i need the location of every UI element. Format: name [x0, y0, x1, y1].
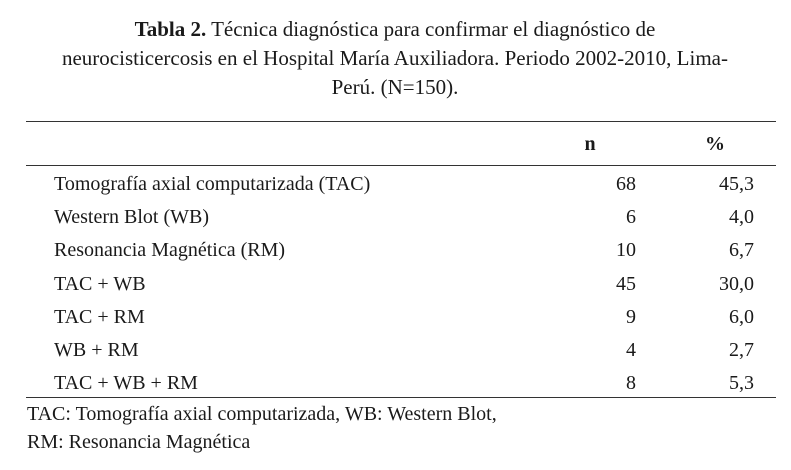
row-n: 4 — [626, 338, 636, 361]
column-header-percent: % — [705, 133, 725, 155]
row-percent: 45,3 — [719, 173, 754, 195]
caption-label: Tabla 2. — [134, 17, 207, 41]
row-n: 68 — [616, 173, 636, 195]
row-label: TAC + RM — [54, 305, 145, 328]
table-row — [0, 201, 791, 234]
row-n: 9 — [626, 305, 636, 328]
table-header-rule — [26, 165, 776, 166]
caption-line-2: neurocisticercosis en el Hospital María Auxiliadora. Periodo 2002-2010, Lima- — [61, 46, 728, 70]
table-top-rule — [26, 121, 776, 122]
row-label: Tomografía axial computarizada (TAC) — [54, 173, 371, 195]
row-label: WB + RM — [54, 338, 139, 361]
table-row — [0, 301, 791, 334]
table-caption — [20, 15, 770, 102]
row-percent: 5,3 — [729, 372, 754, 395]
caption-line-3: Perú. (N=150). — [331, 75, 459, 99]
table-bottom-rule — [26, 397, 776, 398]
table-row — [0, 168, 791, 201]
row-n: 10 — [616, 239, 636, 262]
row-label: Western Blot (WB) — [54, 206, 210, 229]
table-row — [0, 234, 791, 267]
table-row — [0, 334, 791, 367]
caption-line-1 — [20, 15, 770, 44]
row-n: 45 — [616, 272, 636, 295]
footnote-line-2: RM: Resonancia Magnética — [27, 431, 251, 453]
caption-text-1: Técnica diagnóstica para confirmar el diagnóstico de — [206, 17, 656, 41]
row-percent: 30,0 — [719, 272, 754, 295]
row-n: 6 — [626, 206, 636, 229]
table-row — [0, 367, 791, 400]
row-percent: 2,7 — [729, 338, 754, 361]
column-header-n: n — [584, 133, 596, 155]
row-percent: 4,0 — [729, 206, 754, 229]
row-percent: 6,0 — [729, 305, 754, 328]
table-footnote — [27, 400, 497, 456]
row-label: Resonancia Magnética (RM) — [54, 239, 286, 262]
row-percent: 6,7 — [729, 239, 754, 262]
footnote-line-1: TAC: Tomografía axial computarizada, WB: Western Blot, — [27, 403, 497, 425]
table-body — [0, 168, 791, 400]
row-label: TAC + WB + RM — [54, 372, 198, 395]
row-n: 8 — [626, 372, 636, 395]
table-row — [0, 268, 791, 301]
row-label: TAC + WB — [54, 272, 146, 295]
